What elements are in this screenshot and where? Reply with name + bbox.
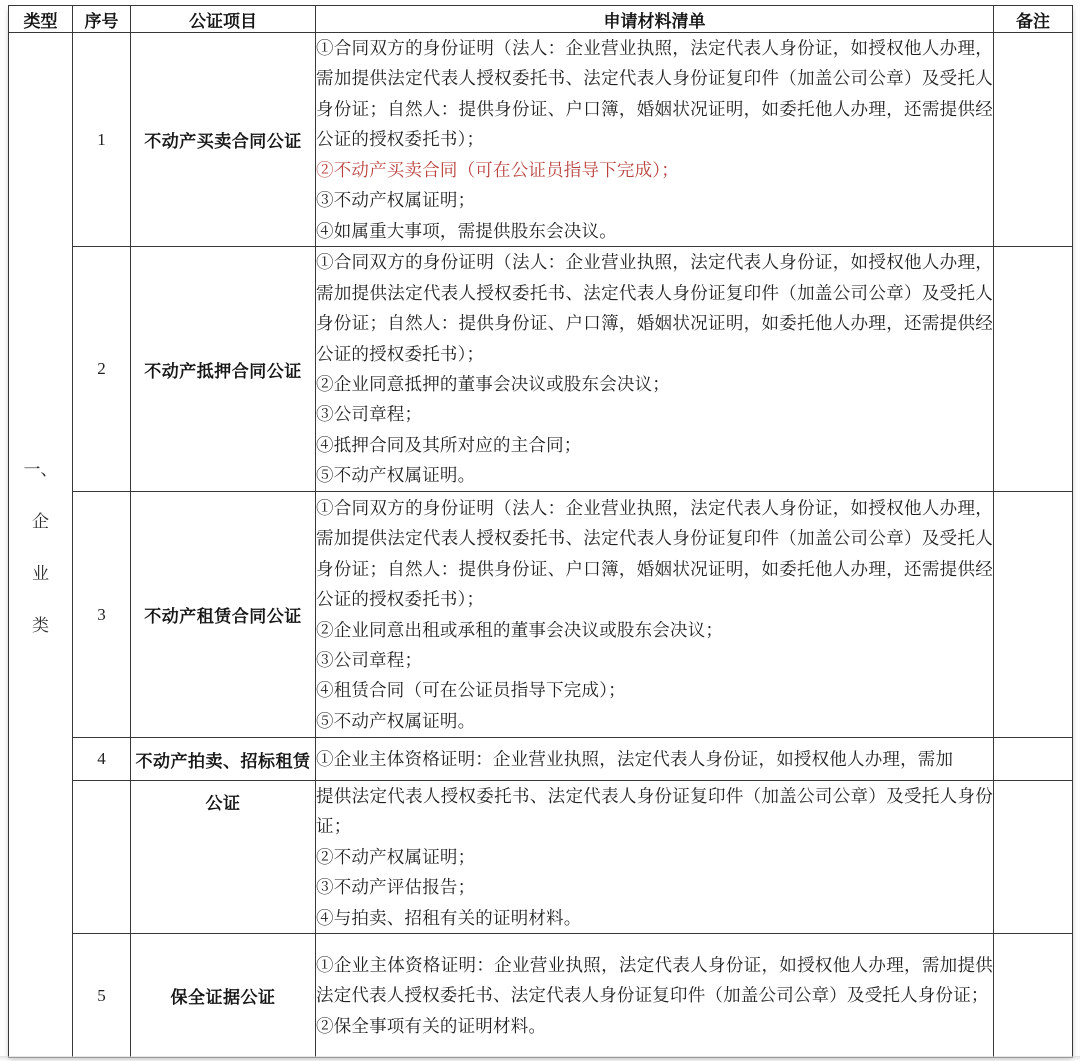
category-char: 业 — [32, 563, 49, 583]
materials-list-cell — [316, 33, 994, 247]
header-cell-remark: 备注 — [994, 6, 1073, 33]
remark-cell — [994, 492, 1073, 738]
material-item: ⑤不动产权属证明。 — [316, 465, 476, 486]
page-bottom-shadow — [0, 1056, 1080, 1061]
material-item: ①合同双方的身份证明（法人：企业营业执照，法定代表人身份证，如授权他人办理，需加提供法定代表人授权委托书、法定代表人身份证复印件（加盖公司公章）及受托人身份证；自然人：提供身份证、户口簿，婚姻状况证明，如委托他人办理，还需提供经公证的授权委托书）； — [316, 252, 993, 364]
header-cell-no: 序号 — [73, 6, 131, 33]
material-item: ①合同双方的身份证明（法人：企业营业执照，法定代表人身份证，如授权他人办理，需加提供法定代表人授权委托书、法定代表人身份证复印件（加盖公司公章）及受托人身份证；自然人：提供身份证、户口簿，婚姻状况证明，如委托他人办理，还需提供经公证的授权委托书）； — [316, 497, 993, 610]
materials-list-cell — [316, 247, 994, 492]
material-item: ①企业主体资格证明：企业营业执照，法定代表人身份证，如授权他人办理，需加提供法定代表人授权委托书、法定代表人身份证复印件（加盖公司公章）及受托人身份证； — [316, 954, 993, 1006]
table-row — [9, 247, 1073, 492]
notary-item-name: 不动产抵押合同公证 — [131, 247, 316, 492]
notary-item-name: 不动产租赁合同公证 — [131, 492, 316, 738]
row-number: 2 — [73, 247, 131, 492]
material-item: ④租赁合同（可在公证员指导下完成）； — [316, 680, 626, 701]
material-item: ⑤不动产权属证明。 — [316, 710, 476, 731]
materials-list-cell — [316, 738, 994, 781]
remark-cell — [994, 738, 1073, 781]
material-item: ②不动产权属证明； — [316, 846, 476, 867]
materials-list-cell — [316, 781, 994, 934]
row-number: 3 — [73, 492, 131, 738]
category-char: 企 — [32, 511, 49, 531]
table-row — [9, 33, 1073, 247]
materials-list-cell — [316, 492, 994, 738]
row-number: 1 — [73, 33, 131, 247]
notary-item-name: 保全证据公证 — [131, 934, 316, 1058]
remark-cell — [994, 247, 1073, 492]
notary-materials-table — [8, 5, 1073, 1058]
category-cell-enterprise — [9, 33, 73, 1058]
remark-cell — [994, 781, 1073, 934]
material-item: ①企业主体资格证明：企业营业执照，法定代表人身份证，如授权他人办理，需加 — [316, 748, 954, 769]
material-item: ④与拍卖、招租有关的证明材料。 — [316, 907, 582, 928]
remark-cell — [994, 33, 1073, 247]
notary-item-name: 不动产买卖合同公证 — [131, 33, 316, 247]
table-row — [9, 781, 1073, 934]
row-number: 5 — [73, 934, 131, 1058]
table-row — [9, 934, 1073, 1058]
material-item: ②保全事项有关的证明材料。 — [316, 1015, 547, 1036]
material-item: ④如属重大事项，需提供股东会决议。 — [316, 220, 617, 241]
material-item-highlighted: ②不动产买卖合同（可在公证员指导下完成）； — [316, 159, 679, 180]
table-row — [9, 492, 1073, 738]
materials-list-cell — [316, 934, 994, 1058]
row-number: 4 — [73, 738, 131, 781]
material-item: ③公司章程； — [316, 649, 423, 670]
header-cell-materials: 申请材料清单 — [316, 6, 994, 33]
material-item: ③不动产评估报告； — [316, 877, 476, 898]
category-vertical-label — [9, 455, 72, 636]
material-item: ②企业同意出租或承租的董事会决议或股东会决议； — [316, 619, 724, 640]
category-char: 类 — [32, 615, 49, 635]
material-item: ④抵押合同及其所对应的主合同； — [316, 434, 582, 455]
table-row — [9, 738, 1073, 781]
notary-item-name-continued: 公证 — [131, 781, 316, 934]
header-cell-type: 类型 — [9, 6, 73, 33]
row-number — [73, 781, 131, 934]
material-item: ②企业同意抵押的董事会决议或股东会决议； — [316, 374, 670, 394]
material-item: 提供法定代表人授权委托书、法定代表人身份证复印件（加盖公司公章）及受托人身份证； — [316, 786, 993, 837]
category-char: 一、 — [23, 459, 58, 479]
material-item: ①合同双方的身份证明（法人：企业营业执照，法定代表人身份证，如授权他人办理，需加提供法定代表人授权委托书、法定代表人身份证复印件（加盖公司公章）及受托人身份证；自然人：提供身份证、户口簿，婚姻状况证明，如委托他人办理，还需提供经公证的授权委托书）； — [316, 38, 993, 150]
header-cell-item: 公证项目 — [131, 6, 316, 33]
material-item: ③不动产权属证明； — [316, 190, 476, 211]
notary-item-name: 不动产拍卖、招标租赁 — [131, 738, 316, 781]
table-header-row — [9, 6, 1073, 33]
material-item: ③公司章程； — [316, 404, 423, 425]
remark-cell — [994, 934, 1073, 1058]
